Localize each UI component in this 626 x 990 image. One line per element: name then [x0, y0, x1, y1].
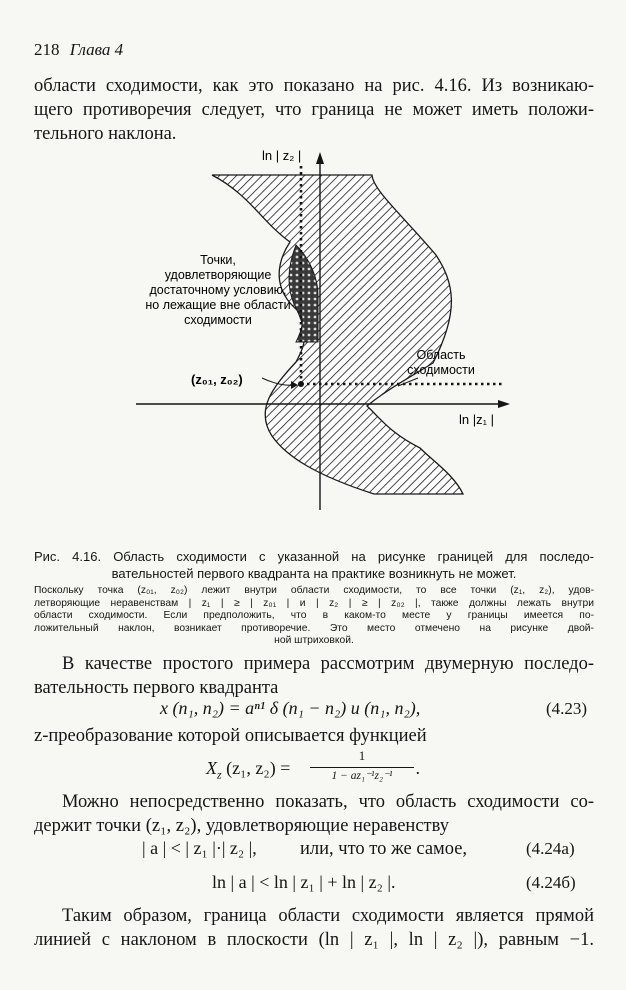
eq-X-denominator: 1 − az₁⁻¹z₂⁻¹ [331, 770, 393, 782]
caption-note [34, 585, 594, 648]
eq-X-numerator: 1 [358, 748, 366, 763]
x-axis-label: ln |z₁ | [459, 412, 494, 427]
annotation-line: но лежащие вне области [145, 298, 291, 312]
point-z01-z02 [298, 381, 304, 387]
intro-paragraph [34, 74, 594, 146]
figure-4-16 [0, 140, 626, 545]
eq-X-args: (z₁, z₂) = [221, 758, 291, 778]
eq-X-symbol: X [206, 758, 217, 778]
annotation-line: сходимости [184, 313, 252, 327]
conclusion-paragraph-2 [34, 928, 594, 952]
text-line: вательность первого квадранта [34, 678, 279, 698]
points-annotation [145, 253, 290, 327]
text-line: области сходимости, как это показано на рис. 4.16. Из возникаю- [34, 76, 594, 96]
text-line: В качестве простого примера рассмотрим двумерную последо- [62, 654, 594, 674]
region-annotation [407, 348, 475, 377]
text-line: линией с наклоном в плоскости (ln | z₁ |, ln | z₂ |), равным −1. [34, 930, 594, 950]
caption-title [34, 548, 594, 582]
y-axis-arrow-icon [316, 152, 324, 164]
page-header [34, 40, 123, 60]
figure-caption [34, 548, 594, 648]
equation-number: (4.24б) [526, 873, 576, 892]
equation-number: (4.23) [546, 699, 588, 718]
example-paragraph [62, 652, 594, 676]
eq-X-subscript: z [217, 767, 222, 782]
text-line: z-преобразование которой описывается функцией [34, 726, 427, 746]
region-paragraph [62, 790, 594, 814]
point-label: (z₀₁, z₀₂) [191, 372, 243, 387]
eq-X-end: . [416, 758, 421, 778]
chapter-title: Глава 4 [69, 40, 124, 59]
annotation-line: удовлетворяющие [164, 268, 272, 282]
equation-4-24a-text: или, что то же самое, [300, 839, 468, 859]
text-line: держит точки (z₁, z₂), удовлетворяющие неравенству [34, 816, 449, 836]
convergence-region [212, 175, 466, 494]
caption-line: области сходимости. Если предположить, что в каком-то месте у границы имеется по- [34, 610, 594, 621]
equation-4-23: x (n₁, n₂) = aⁿ¹ δ (n₁ − n₂) u (n₁, n₂), [160, 698, 421, 718]
caption-line: Поскольку точка (z₀₁, z₀₂) лежит внутри области сходимости, то все точки (z₁, z₂), удов- [34, 585, 594, 596]
page-number: 218 [34, 40, 60, 59]
x-axis-arrow-icon [498, 400, 510, 408]
text-line: щего противоречия следует, что граница не может иметь положи- [34, 100, 594, 120]
equation-number: (4.24а) [526, 839, 575, 858]
y-axis-label: ln | z₂ | [262, 148, 302, 163]
text-line: тельного наклона. [34, 124, 177, 144]
caption-line: летворяющие неравенствам | z₁ | ≥ | z₀₁ | и | z₂ | ≥ | z₀₂ |, также должны лежать внутри [34, 597, 594, 609]
caption-line: вательностей первого квадранта на практике возникнуть не может. [111, 566, 517, 581]
equation-4-24b: ln | a | < ln | z₁ | + ln | z₂ |. [212, 872, 396, 892]
equation-4-24a: | a | < | z₁ |·| z₂ |, [142, 838, 257, 858]
caption-line: Рис. 4.16. Область сходимости с указанной на рисунке границей для последо- [34, 549, 594, 564]
text-line: Можно непосредственно показать, что область сходимости со- [62, 792, 594, 812]
annotation-line: Точки, [200, 253, 236, 267]
annotation-line: достаточному условию, [149, 283, 287, 297]
annotation-line: Область [416, 348, 466, 362]
text-line: Таким образом, граница области сходимости является прямой [62, 906, 594, 926]
caption-line: ложительный наклон, возникает противоречие. Это место отмечено на рисунке двой- [34, 622, 594, 634]
conclusion-paragraph [62, 904, 594, 928]
caption-line: ной штриховкой. [274, 635, 354, 646]
annotation-line: сходимости [407, 363, 475, 377]
